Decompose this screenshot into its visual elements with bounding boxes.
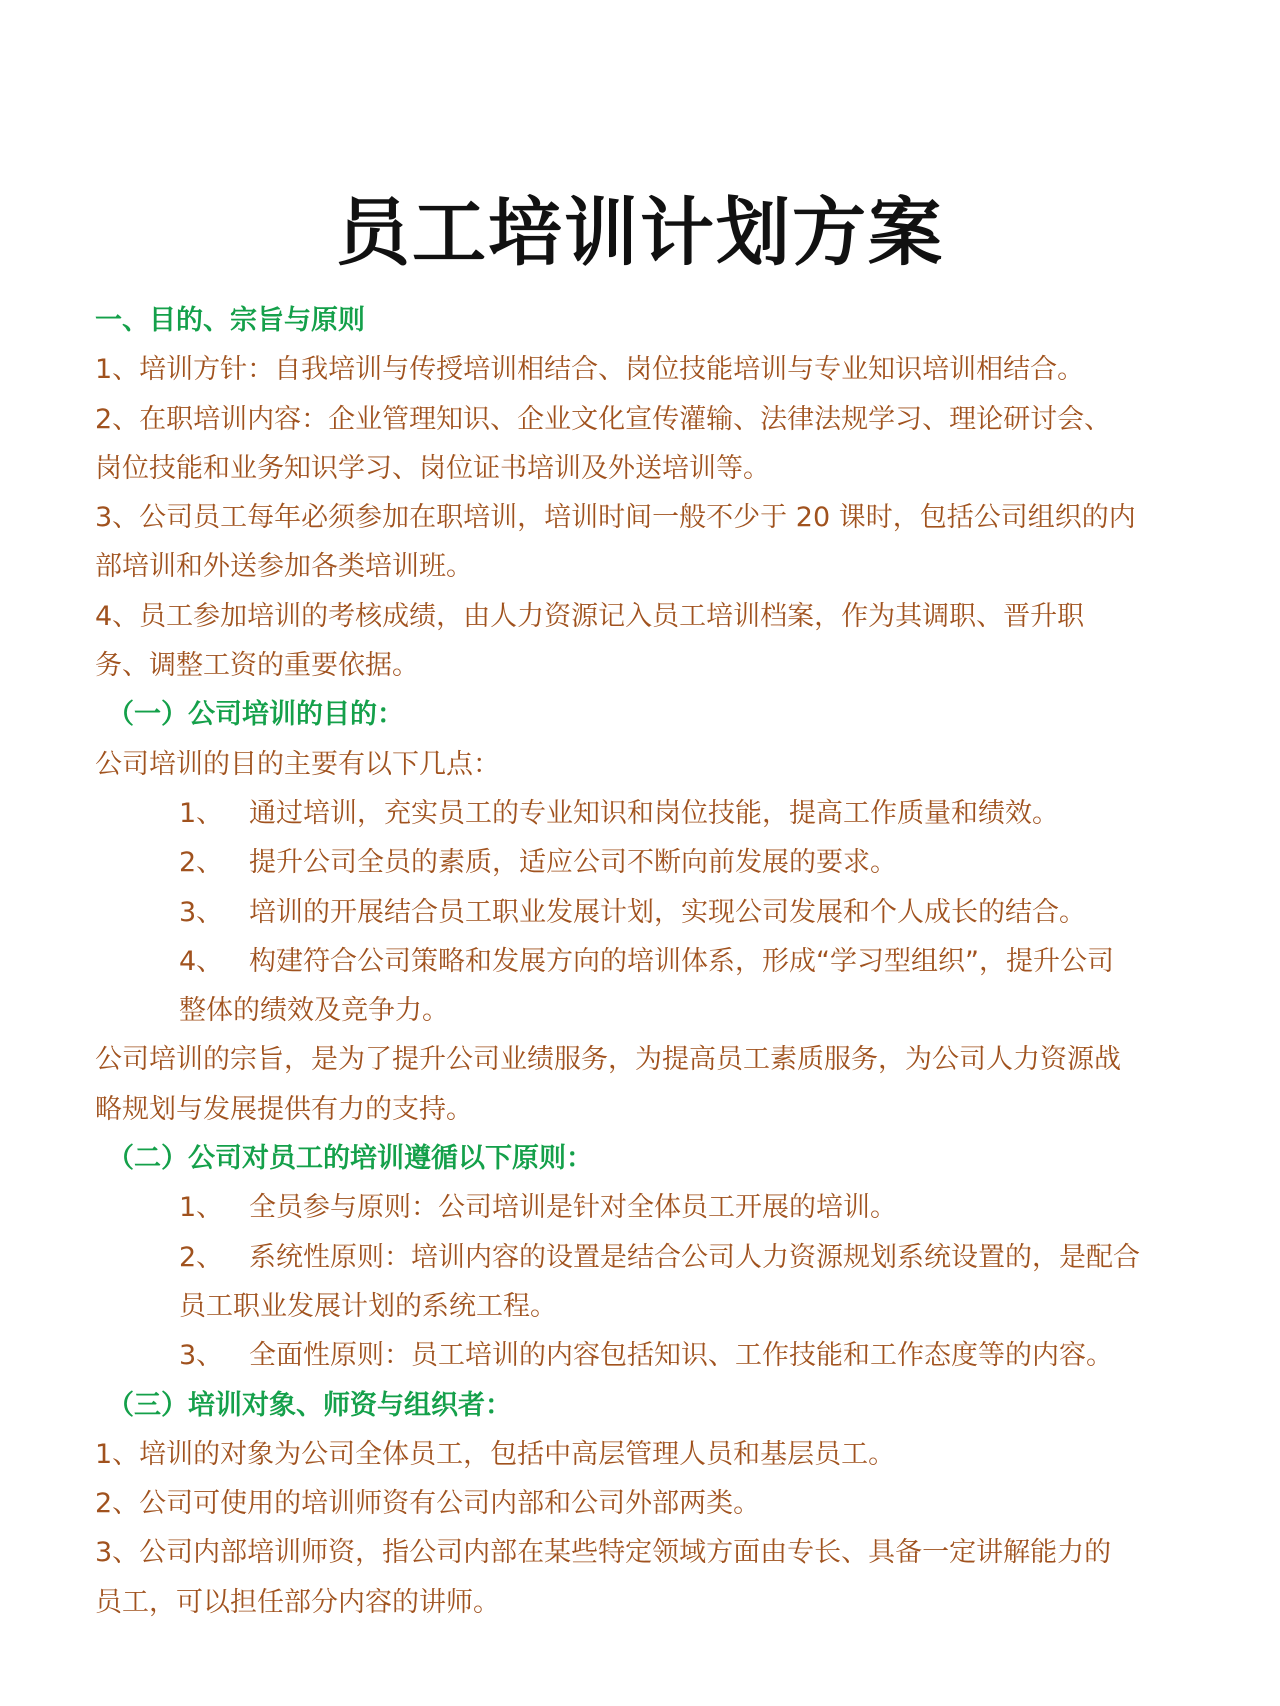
paragraph: 公司培训的目的主要有以下几点： bbox=[95, 748, 500, 780]
list-item bbox=[95, 838, 1205, 887]
list-item-continuation: 员工职业发展计划的系统工程。 bbox=[179, 1290, 557, 1322]
list-item bbox=[95, 1183, 1205, 1232]
paragraph: 1、培训方针：自我培训与传授培训相结合、岗位技能培训与专业知识培训相结合。 bbox=[95, 354, 1085, 386]
list-number: 2、 bbox=[179, 1241, 224, 1273]
list-number: 4、 bbox=[179, 945, 224, 977]
paragraph-continuation: 部培训和外送参加各类培训班。 bbox=[95, 551, 473, 583]
subsection-heading: （三）培训对象、师资与组织者： bbox=[107, 1389, 512, 1421]
list-number: 2、 bbox=[179, 847, 224, 879]
list-number: 3、 bbox=[179, 896, 224, 928]
list-text: 构建符合公司策略和发展方向的培训体系，形成“学习型组织”，提升公司 bbox=[249, 945, 1114, 977]
page-title: 员工培训计划方案 bbox=[336, 190, 944, 276]
paragraph-continuation: 略规划与发展提供有力的支持。 bbox=[95, 1093, 473, 1125]
list-item bbox=[95, 1331, 1205, 1380]
list-text: 通过培训，充实员工的专业知识和岗位技能，提高工作质量和绩效。 bbox=[249, 797, 1059, 829]
list-text: 全员参与原则：公司培训是针对全体员工开展的培训。 bbox=[249, 1192, 897, 1224]
paragraph: 1、培训的对象为公司全体员工，包括中高层管理人员和基层员工。 bbox=[95, 1438, 896, 1470]
paragraph: 2、在职培训内容：企业管理知识、企业文化宣传灌输、法律法规学习、理论研讨会、 bbox=[95, 403, 1112, 435]
paragraph-continuation: 员工，可以担任部分内容的讲师。 bbox=[95, 1586, 500, 1618]
list-text: 培训的开展结合员工职业发展计划，实现公司发展和个人成长的结合。 bbox=[249, 896, 1086, 928]
paragraph-continuation: 岗位技能和业务知识学习、岗位证书培训及外送培训等。 bbox=[95, 452, 770, 484]
subsection-heading: （一）公司培训的目的： bbox=[107, 699, 404, 731]
list-item bbox=[95, 888, 1205, 937]
paragraph-continuation: 务、调整工资的重要依据。 bbox=[95, 650, 419, 682]
paragraph: 4、员工参加培训的考核成绩，由人力资源记入员工培训档案，作为其调职、晋升职 bbox=[95, 600, 1085, 632]
list-item bbox=[95, 1233, 1205, 1282]
list-text: 系统性原则：培训内容的设置是结合公司人力资源规划系统设置的，是配合 bbox=[249, 1241, 1140, 1273]
section-heading: 一、目的、宗旨与原则 bbox=[95, 305, 365, 336]
paragraph: 3、公司内部培训师资，指公司内部在某些特定领域方面由专长、具备一定讲解能力的 bbox=[95, 1537, 1112, 1569]
list-item bbox=[95, 937, 1205, 986]
list-item-continuation: 整体的绩效及竞争力。 bbox=[179, 995, 449, 1027]
paragraph: 2、公司可使用的培训师资有公司内部和公司外部两类。 bbox=[95, 1488, 761, 1520]
subsection-heading: （二）公司对员工的培训遵循以下原则： bbox=[107, 1143, 593, 1175]
document-body bbox=[95, 296, 1205, 1627]
paragraph: 公司培训的宗旨，是为了提升公司业绩服务，为提高员工素质服务，为公司人力资源战 bbox=[95, 1044, 1121, 1076]
list-item bbox=[95, 789, 1205, 838]
list-text: 提升公司全员的素质，适应公司不断向前发展的要求。 bbox=[249, 847, 897, 879]
list-number: 1、 bbox=[179, 1192, 224, 1224]
list-number: 1、 bbox=[179, 797, 224, 829]
paragraph: 3、公司员工每年必须参加在职培训，培训时间一般不少于 20 课时，包括公司组织的内 bbox=[95, 502, 1136, 534]
list-text: 全面性原则：员工培训的内容包括知识、工作技能和工作态度等的内容。 bbox=[249, 1340, 1113, 1372]
list-number: 3、 bbox=[179, 1340, 224, 1372]
